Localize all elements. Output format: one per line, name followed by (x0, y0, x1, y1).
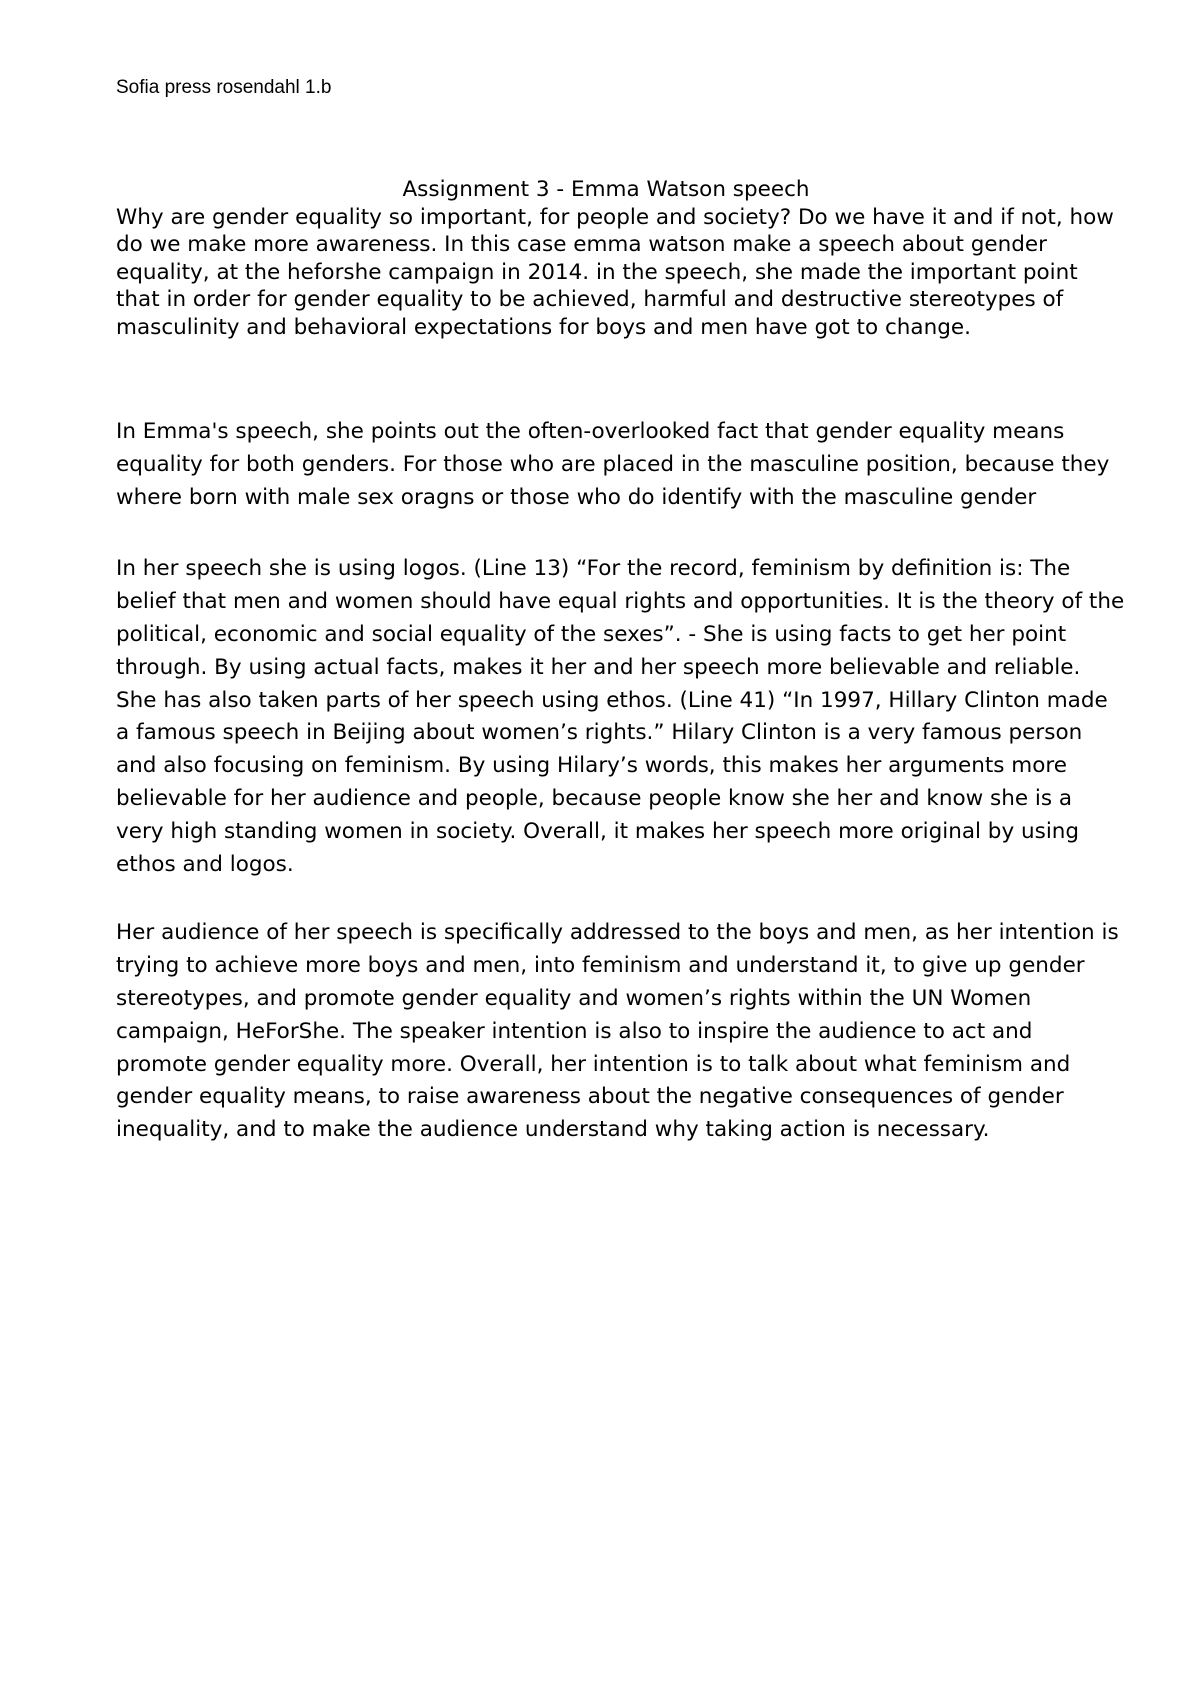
paragraph-spacer (116, 514, 1126, 553)
paragraph-audience: Her audience of her speech is specifically addressed to the boys and men, as her intention is trying to achieve more boys and men, into feminism and understand it, to give up gender stereotypes, and promote gender equality and women’s rights within the UN Women campaign, HeForShe. The speaker intention is also to inspire the audience to act and promote gender equality more. Overall, her intention is to talk about what feminism and gender equality means, to raise awareness about the negative consequences of gender inequality, and to make the audience understand why taking action is necessary. (116, 920, 1119, 1143)
paragraph-intro: Why are gender equality so important, for people and society? Do we have it and if not, how do we make more awareness. In this case emma watson make a speech about gender equality, at the heforshe campaign in 2014. in the speech, she made the important point that in order for gender equality to be achieved, harmful and destructive stereotypes of masculinity and behavioral expectations for boys and men have got to change. (116, 204, 1114, 340)
document-title: Assignment 3 - Emma Watson speech (402, 177, 810, 202)
document-body-continued (116, 416, 1126, 1147)
paragraph-equality: In Emma's speech, she points out the often-overlooked fact that gender equality means equality for both genders. For those who are placed in the masculine position, because they where born with male sex oragns or those who do identify with the masculine gender (116, 419, 1110, 510)
document-body (116, 176, 1126, 341)
paragraph-logos-ethos: In her speech she is using logos. (Line 13) “For the record, feminism by definition is: The belief that men and women should have equal rights and opportunities. It is the theory of the political, economic and social equality of the sexes”. - She is using facts to get her point through. By using actual facts, makes it her and her speech more believable and reliable. She has also taken parts of her speech using ethos. (Line 41) “In 1997, Hillary Clinton made a famous speech in Beijing about women’s rights.” Hilary Clinton is a very famous person and also focusing on feminism. By using Hilary’s words, this makes her arguments more believable for her audience and people, because people know she her and know she is a very high standing women in society. Overall, it makes her speech more original by using ethos and logos. (116, 556, 1125, 877)
author-header: Sofia press rosendahl 1.b (116, 77, 332, 98)
paragraph-spacer (116, 881, 1126, 917)
